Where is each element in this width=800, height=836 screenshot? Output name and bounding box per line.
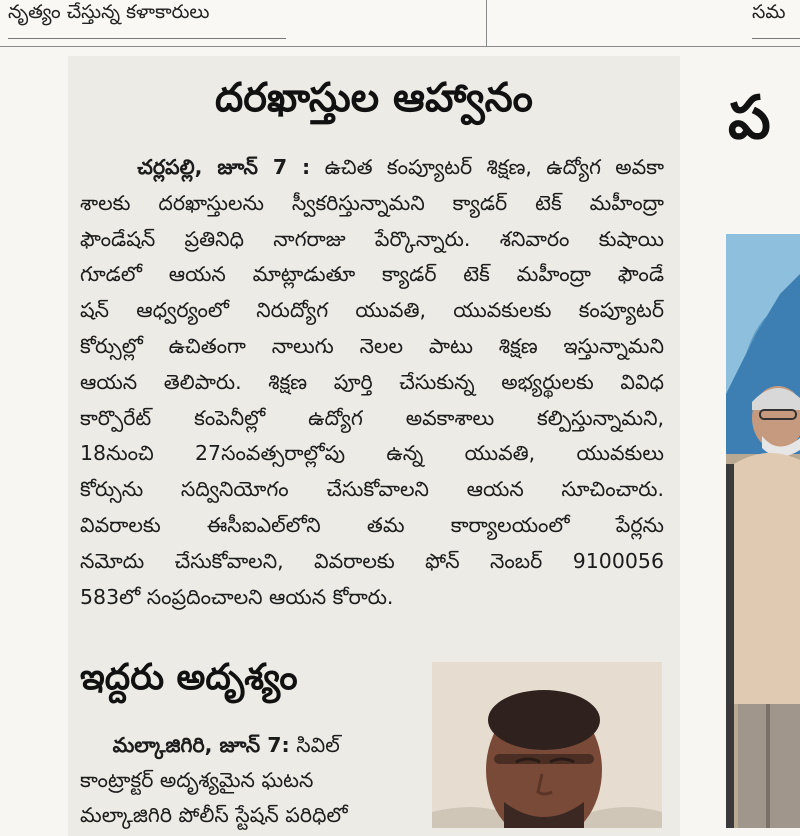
article-dateline: చర్లపల్లి, జూన్‌ 7 : xyxy=(137,155,311,179)
article-line-8: కార్పొరేట్‌ కంపెనీల్లో ఉద్యోగ అవకాశాలు కల్పిస్తున్నామని, xyxy=(80,405,664,430)
article-line-12: నమోదు చేసుకోవాలని, వివరాలకు ఫోన్‌ నెంబర్‌ 9100056 xyxy=(80,548,664,573)
missing-person-photo xyxy=(432,662,662,828)
second-article-dateline: మల్కాజిగిరి, జూన్‌ 7: xyxy=(112,733,290,757)
article-line-2: శాలకు దరఖాస్తులను స్వీకరిస్తున్నామని క్యాడర్‌ టెక్‌ మహీంద్రా xyxy=(80,190,664,215)
article-headline: దరఖాస్తుల ఆహ్వానం xyxy=(215,75,533,121)
top-left-caption: నృత్యం చేస్తున్న కళాకారులు xyxy=(8,1,210,23)
person-portrait-illustration xyxy=(432,662,662,828)
article-line-5: షన్‌ ఆధ్వర్యంలో నిరుద్యోగ యువతి, యువకులకు కంప్యూటర్‌ xyxy=(80,298,664,323)
page-top-strip xyxy=(0,0,800,47)
top-left-rule xyxy=(8,38,286,39)
article-line-3: ఫౌండేషన్‌ ప్రతినిధి నాగరాజు పేర్కొన్నారు. శనివారం కుషాయి xyxy=(80,226,664,251)
top-right-caption: సమ xyxy=(752,1,786,23)
article-line-7: ఆయన తెలిపారు. శిక్షణ పూర్తి చేసుకున్న అభ్యర్థులకు వివిధ xyxy=(80,369,664,394)
right-column-headline: ప xyxy=(728,83,771,153)
article-line-11: వివరాలకు ఈసీఐఎల్‌లోని తమ కార్యాలయంలో పేర్లను xyxy=(80,512,664,537)
second-article-line-1: మల్కాజిగిరి, జూన్‌ 7: సివిల్‌ xyxy=(112,733,340,757)
article-line-10: కోర్సును సద్వినియోగం చేసుకోవాలని ఆయన సూచించారు. xyxy=(80,477,664,502)
column-divider xyxy=(486,0,487,46)
right-column-photo xyxy=(726,234,800,828)
event-photo-illustration xyxy=(726,234,800,828)
article-line-13: 583లో సంప్రదించాలని ఆయన కోరారు. xyxy=(80,584,394,609)
article-line-9: 18నుంచి 27సంవత్సరాల్లోపు ఉన్న యువతి, యువకులు xyxy=(80,441,664,466)
article-body xyxy=(80,150,664,615)
second-article-body xyxy=(80,728,420,833)
article-line-4: గూడలో ఆయన మాట్లాడుతూ క్యాడర్‌ టెక్‌ మహీంద్రా ఫౌండే xyxy=(80,262,664,287)
second-article-line-3: మల్కాజిగిరి పోలీస్‌ స్టేషన్‌ పరిధిలో xyxy=(80,803,348,827)
article-line-1: చర్లపల్లి, జూన్‌ 7 : ఉచిత కంప్యూటర్‌ శిక్షణ, ఉద్యోగ అవకా xyxy=(137,155,664,179)
second-article-headline: ఇద్దరు అదృశ్యం xyxy=(80,657,298,698)
top-right-rule xyxy=(752,38,800,39)
article-line-6: కోర్సుల్లో ఉచితంగా నాలుగు నెలల పాటు శిక్షణ ఇస్తున్నామని xyxy=(80,333,664,358)
second-article-line-2: కాంట్రాక్టర్‌ అదృశ్యమైన ఘటన xyxy=(80,768,314,792)
